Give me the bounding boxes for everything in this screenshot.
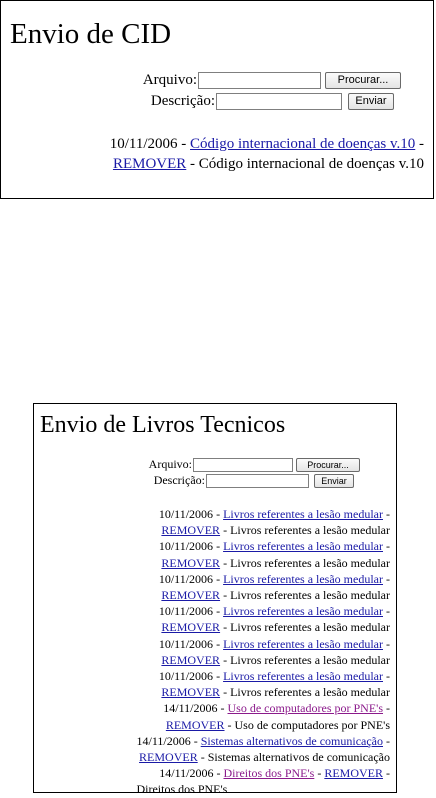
list-item-line: 10/11/2006 - Livros referentes a lesão medular - xyxy=(158,669,390,684)
file-input[interactable] xyxy=(198,72,321,89)
entry-description: Livros referentes a lesão medular xyxy=(230,555,390,570)
page-title: Envio de CID xyxy=(10,18,172,50)
list-item-line: REMOVER - Livros referentes a lesão medular xyxy=(161,523,390,538)
uploaded-list xyxy=(136,506,390,798)
description-row xyxy=(142,93,394,110)
entry-title-link[interactable]: Livros referentes a lesão medular xyxy=(223,604,383,619)
remove-link[interactable]: REMOVER xyxy=(161,652,221,667)
entry-title-link[interactable]: Livros referentes a lesão medular xyxy=(223,636,383,651)
remove-link[interactable]: REMOVER xyxy=(161,555,221,570)
remove-link[interactable]: REMOVER xyxy=(161,620,221,635)
entry-title-link[interactable]: Direitos dos PNE's xyxy=(223,766,315,781)
remove-link[interactable]: REMOVER xyxy=(112,155,187,172)
list-item-line: REMOVER - Livros referentes a lesão medular xyxy=(161,620,390,635)
list-item-line: 14/11/2006 - Sistemas alternativos de comunicação - xyxy=(136,733,390,748)
description-row xyxy=(149,473,354,488)
file-input[interactable] xyxy=(193,458,293,472)
file-row xyxy=(135,72,401,89)
entry-date: 10/11/2006 xyxy=(158,636,214,651)
remove-link[interactable]: REMOVER xyxy=(324,766,383,781)
entry-date: 14/11/2006 xyxy=(136,733,191,748)
list-item-line: REMOVER - Livros referentes a lesão medular xyxy=(161,588,390,603)
entry-title-link[interactable]: Livros referentes a lesão medular xyxy=(223,571,383,586)
entry-title-link[interactable]: Livros referentes a lesão medular xyxy=(223,539,383,554)
entry-description: Livros referentes a lesão medular xyxy=(230,685,390,700)
list-item-line: 14/11/2006 - Uso de computadores por PNE's - xyxy=(163,701,390,716)
list-item-line: 10/11/2006 - Código internacional de doenças v.10 - xyxy=(109,136,424,152)
cid-upload-panel xyxy=(0,0,434,199)
list-item-line: 10/11/2006 - Livros referentes a lesão medular - xyxy=(158,539,390,554)
entry-date: 10/11/2006 xyxy=(109,136,178,152)
entry-title-link[interactable]: Sistemas alternativos de comunicação xyxy=(200,733,383,748)
entry-description: Uso de computadores por PNE's xyxy=(234,717,390,732)
entry-description: Livros referentes a lesão medular xyxy=(230,523,390,538)
file-row xyxy=(144,457,360,472)
list-item-line: REMOVER - Sistemas alternativos de comunicação xyxy=(139,750,390,765)
submit-button[interactable]: Enviar xyxy=(348,93,394,110)
description-input[interactable] xyxy=(216,93,342,110)
list-item-line: 10/11/2006 - Livros referentes a lesão medular - xyxy=(158,571,390,586)
entry-date: 10/11/2006 xyxy=(158,539,214,554)
entry-description: Direitos dos PNE's xyxy=(136,782,228,797)
browse-button[interactable]: Procurar... xyxy=(325,72,401,89)
entry-description: Sistemas alternativos de comunicação xyxy=(207,750,390,765)
entry-date: 10/11/2006 xyxy=(158,507,214,521)
entry-description: Livros referentes a lesão medular xyxy=(230,588,390,603)
description-label: Descrição: xyxy=(153,473,205,487)
entry-title-link[interactable]: Código internacional de doenças v.10 xyxy=(190,136,416,152)
remove-link[interactable]: REMOVER xyxy=(161,523,221,538)
entry-description: Código internacional de doenças v.10 xyxy=(198,155,424,172)
remove-link[interactable]: REMOVER xyxy=(165,717,225,732)
remove-link[interactable]: REMOVER xyxy=(161,588,221,603)
entry-description: Livros referentes a lesão medular xyxy=(230,620,390,635)
entry-title-link[interactable]: Livros referentes a lesão medular xyxy=(223,507,383,521)
entry-date: 10/11/2006 xyxy=(158,571,214,586)
list-item-line: REMOVER - Livros referentes a lesão medular xyxy=(161,685,390,700)
list-item-line: REMOVER - Código internacional de doenças v.10 xyxy=(112,155,424,172)
page-title: Envio de Livros Tecnicos xyxy=(40,412,286,438)
list-item-line: REMOVER - Livros referentes a lesão medular xyxy=(161,555,390,570)
file-label: Arquivo: xyxy=(148,457,192,471)
file-label: Arquivo: xyxy=(142,72,197,88)
browse-button[interactable]: Procurar... xyxy=(296,458,360,472)
submit-button[interactable]: Enviar xyxy=(314,474,354,488)
entry-date: 10/11/2006 xyxy=(158,604,214,619)
list-item-line: REMOVER - Uso de computadores por PNE's xyxy=(165,717,390,732)
entry-title-link[interactable]: Livros referentes a lesão medular xyxy=(223,669,383,684)
entry-title-link[interactable]: Uso de computadores por PNE's xyxy=(227,701,383,716)
remove-link[interactable]: REMOVER xyxy=(161,685,221,700)
entry-description: Livros referentes a lesão medular xyxy=(230,652,390,667)
entry-date: 14/11/2006 xyxy=(159,766,214,781)
list-item-line xyxy=(136,781,390,797)
list-item-line: 10/11/2006 - Livros referentes a lesão medular - xyxy=(158,604,390,619)
list-item-line: 10/11/2006 - Livros referentes a lesão medular - xyxy=(158,507,390,521)
uploaded-list xyxy=(110,135,424,174)
entry-date: 14/11/2006 xyxy=(163,701,218,716)
list-item-line: REMOVER - Livros referentes a lesão medular xyxy=(161,652,390,667)
description-input[interactable] xyxy=(206,474,309,488)
books-upload-panel xyxy=(33,403,397,797)
entry-date: 10/11/2006 xyxy=(158,669,214,684)
description-label: Descrição: xyxy=(150,93,215,109)
list-item-line: 14/11/2006 - Direitos dos PNE's - REMOVER - xyxy=(159,766,390,781)
list-item-line: 10/11/2006 - Livros referentes a lesão medular - xyxy=(158,636,390,651)
remove-link[interactable]: REMOVER xyxy=(139,750,198,765)
